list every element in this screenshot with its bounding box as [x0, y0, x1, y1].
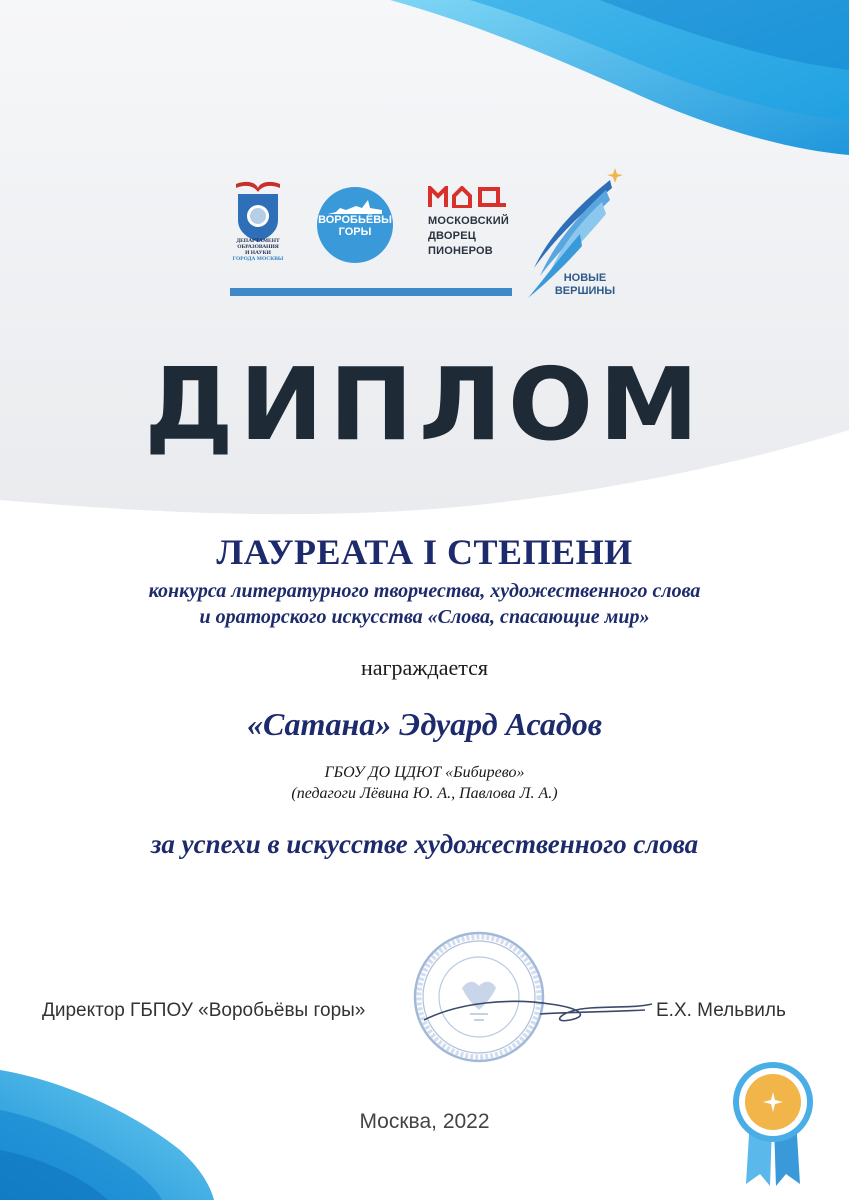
mdp-line-1: МОСКОВСКИЙ	[428, 215, 509, 227]
logos-underline-bar	[230, 288, 512, 296]
department-line-3: И НАУКИ	[245, 250, 271, 256]
department-line-1: ДЕПАРТАМЕНТ	[236, 238, 280, 244]
city-year: Москва, 2022	[359, 1110, 490, 1133]
mdp-logo-mark-icon	[428, 186, 512, 208]
contest-description	[0, 578, 849, 630]
diploma-title: ДИПЛОМ	[144, 346, 705, 463]
winner-name: «Сатана» Эдуард Асадов	[246, 706, 602, 742]
department-line-2: ОБРАЗОВАНИЯ	[237, 244, 279, 250]
nv-line-1: НОВЫЕ	[563, 272, 607, 284]
school-line-2: (педагоги Лёвина Ю. А., Павлова Л. А.)	[291, 785, 558, 802]
mdp-line-2: ДВОРЕЦ	[428, 230, 476, 242]
novye-vershiny-text	[540, 272, 630, 298]
mdp-line-3: ПИОНЕРОВ	[428, 245, 493, 257]
school-line-1: ГБОУ ДО ЦДЮТ «Бибирево»	[324, 764, 525, 781]
nv-line-2: ВЕРШИНЫ	[554, 285, 616, 297]
medal-rosette-icon	[730, 1058, 816, 1186]
degree-heading: ЛАУРЕАТА I СТЕПЕНИ	[216, 532, 633, 572]
logos-row	[0, 0, 849, 310]
department-line-4: ГОРОДА МОСКВЫ	[232, 256, 284, 262]
vg-line-2: ГОРЫ	[338, 226, 372, 238]
vorobyovy-gory-text	[316, 214, 394, 238]
school-info	[0, 762, 849, 804]
vg-line-1: ВОРОБЬЁВЫ	[318, 214, 392, 226]
award-reason: за успехи в искусстве художественного слова	[150, 829, 699, 859]
contest-line-1: конкурса литературного творчества, художественного слова	[148, 580, 701, 602]
director-label: Директор ГБПОУ «Воробьёвы горы»	[42, 1000, 366, 1021]
department-logo-text	[226, 238, 290, 262]
awarded-label: награждается	[360, 655, 488, 680]
signer-name: Е.Х. Мельвиль	[656, 1000, 786, 1021]
director-signature-icon	[420, 990, 660, 1040]
contest-line-2: и ораторского искусства «Слова, спасающие мир»	[199, 606, 650, 628]
